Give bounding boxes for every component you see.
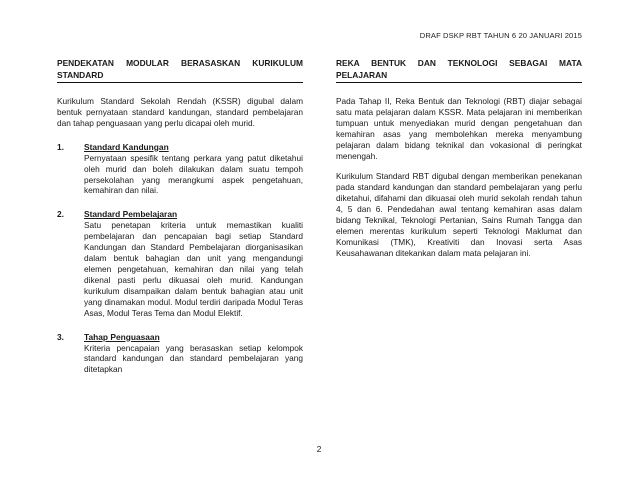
list-item-title: Standard Kandungan [84,141,169,152]
list-item-tahap-penguasaan [57,332,303,376]
intro-paragraph: Kurikulum Standard Sekolah Rendah (KSSR) digubal dalam bentuk pernyataan standard kandungan, standard pembelajaran dan tahap penguasaan yang perlu dicapai oleh murid. [57,96,303,128]
list-item-body: Kriteria pencapaian yang berasaskan setiap kelompok standard kandungan dan standard pembelajaran yang ditetapkan [84,342,303,375]
list-item-body: Satu penetapan kriteria untuk memastikan kualiti pembelajaran dan pencapaian bagi setiap Standard Kandungan dan Standard Pembelajaran diorganisasikan dalam bentuk bahagian dan unit yang mengandungi elemen pengetahuan, kemahiran dan nilai yang telah dikenal pasti perlu dikuasai oleh murid. Kandungan kurikulum disampaikan dalam bentuk bahagian atau unit yang dinamakan modul. Modul terdiri daripada Modul Teras Asas, Modul Teras Tema dan Modul Elektif. [84,220,303,318]
section-heading-modular: PENDEKATAN MODULAR BERASASKAN KURIKULUM STANDARD [57,58,303,83]
right-column [336,58,582,269]
list-item-title: Tahap Penguasaan [84,331,160,342]
document-header: DRAF DSKP RBT TAHUN 6 20 JANUARI 2015 [419,31,582,40]
list-item-title: Standard Pembelajaran [84,209,178,220]
list-item-standard-kandungan [57,142,303,197]
left-column [57,58,303,375]
body-paragraph: Pada Tahap II, Reka Bentuk dan Teknologi (RBT) diajar sebagai satu mata pelajaran dalam KSSR. Mata pelajaran ini memberikan tumpuan untuk menyediakan murid dengan pengetahuan dan kemahiran asas yang membolehkan mereka menyambung pelajaran dalam bidang teknikal dan vokasional di peringkat menengah. [336,96,582,161]
list-item-standard-pembelajaran [57,209,303,318]
list-item-body: Pernyataan spesifik tentang perkara yang patut diketahui oleh murid dan boleh dilakukan dalam suatu tempoh persekolahan yang merangkumi aspek pengetahuan, kemahiran dan nilai. [84,152,303,196]
list-item-number: 1. [57,141,64,152]
section-heading-rbt: REKA BENTUK DAN TEKNOLOGI SEBAGAI MATA PELAJARAN [336,58,582,83]
body-paragraph: Kurikulum Standard RBT digubal dengan memberikan penekanan pada standard kandungan dan standard pembelajaran yang perlu diketahui, difahami dan dikuasai oleh murid sekolah rendah tahun 4, 5 dan 6. Pendedahan awal tentang kemahiran asas dalam bidang Teknikal, Teknologi Pertanian, Sains Rumah Tangga dan elemen merentas kurikulum seperti Teknologi Maklumat dan Komunikasi (TMK), Kreativiti dan Inovasi serta Asas Keusahawanan ditekankan dalam mata pelajaran ini. [336,171,582,258]
list-item-number: 2. [57,209,64,220]
page-number: 2 [316,444,322,454]
list-item-number: 3. [57,331,64,342]
